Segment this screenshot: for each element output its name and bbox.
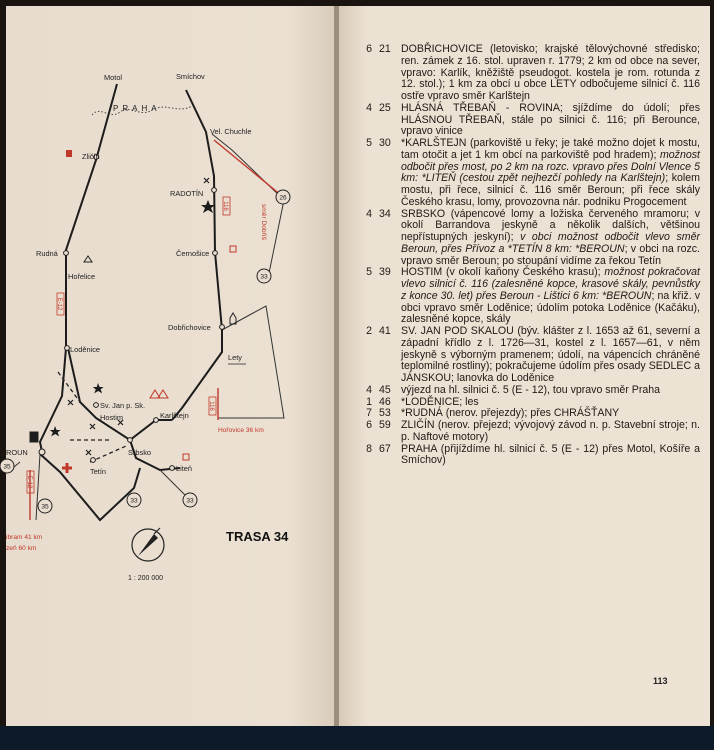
label-horelice: Hořelice <box>68 272 96 281</box>
cumulative-km: 39 <box>379 266 391 279</box>
segment-km: 4 <box>366 101 372 114</box>
segment-km: 7 <box>366 407 372 420</box>
road-id-116: 116 <box>222 201 228 211</box>
svg-text:33: 33 <box>130 497 138 505</box>
road-35-marker <box>38 499 52 513</box>
compass-icon <box>132 528 164 561</box>
svg-text:35: 35 <box>3 463 11 471</box>
cumulative-km: 34 <box>379 207 391 220</box>
entry-text: výjezd na hl. silnici č. 5 (E - 12), tou vpravo směr Praha <box>401 383 661 396</box>
cumulative-km: 21 <box>379 43 391 55</box>
segment-km: 5 <box>366 266 372 279</box>
page-number: 113 <box>653 676 668 686</box>
segment-km: 6 <box>366 419 372 431</box>
road-33-marker <box>257 269 271 283</box>
itinerary-entry <box>366 207 701 268</box>
entry-text: ZLIČÍN (nerov. přejezd; vývojový závod n. p. Stavební stroje; n. p. Naftové motory) <box>401 419 700 443</box>
label-pribram: ibram 41 km <box>6 534 43 541</box>
parking-icon <box>66 150 72 157</box>
svg-text:33: 33 <box>260 273 268 281</box>
trasa-title: TRASA 34 <box>226 529 289 544</box>
road-id-116: 116 <box>208 401 214 411</box>
label-tetin: Tetín <box>90 467 107 476</box>
label-radotin: RADOTÍN <box>170 189 204 198</box>
label-vel-chuchle: Vel. Chuchle <box>210 127 252 136</box>
itinerary-entry <box>366 442 700 468</box>
road-33-marker <box>127 493 141 507</box>
segment-km: 5 <box>366 137 372 149</box>
label-srbsko: Srbsko <box>128 448 152 457</box>
label-smer-dobris: směr Dobříš <box>260 204 267 240</box>
road-35-marker <box>0 459 14 473</box>
cumulative-km: 46 <box>379 395 391 408</box>
label-zlicin: Zličín <box>82 152 100 161</box>
itinerary-entry <box>366 137 700 209</box>
label-lodenice: Loděnice <box>70 345 100 354</box>
map-pictograms <box>30 150 236 473</box>
svg-text:26: 26 <box>279 194 287 202</box>
castle-icon <box>84 256 92 262</box>
cumulative-km: 53 <box>379 407 391 420</box>
road-number-markers <box>0 190 290 513</box>
label-dobrichovice: Dobřichovice <box>168 323 211 332</box>
itinerary-entry <box>366 101 700 138</box>
entry-text: HOSTIM (v okolí kaňony Českého krasu); možnost pokračovat vlevo silnicí č. 116 (zalesněné kopce, krasové skály, pevnůstky z konce 30. let) přes Beroun - Lištici 6 km: *BEROUN; na křiž. v obci vpravo směr Loděnice; údolím potoka Loděnice (Kačáku), zalesněné kopce, skály <box>401 266 701 326</box>
entry-text: HLÁSNÁ TŘEBAŇ - ROVINA; sjíždíme do údolí; přes HLÁSNOU TŘEBAŇ, stále po silnici č. 116; při Berounce, vpravo vinice <box>401 101 700 138</box>
praha-label: PRAHA <box>113 104 161 113</box>
cumulative-km: 41 <box>379 325 391 337</box>
road-id-e12: E-12 <box>26 475 32 489</box>
map-scale: 1 : 200 000 <box>128 575 164 582</box>
road-26-marker <box>276 190 290 204</box>
label-lety: Lety <box>228 353 242 362</box>
road-33-marker <box>183 493 197 507</box>
label-karlstejn: Karlštejn <box>160 411 189 420</box>
cumulative-km: 25 <box>379 101 391 114</box>
parking-icon <box>183 454 189 460</box>
svg-text:33: 33 <box>186 497 194 505</box>
label-motol: Motol <box>104 73 123 82</box>
label-liten: Liteň <box>176 464 193 473</box>
segment-km: 4 <box>366 207 372 220</box>
itinerary-list <box>366 43 701 467</box>
parking-icon <box>230 246 236 252</box>
itinerary-entry <box>366 419 700 444</box>
itinerary-entry <box>366 383 700 397</box>
label-hostim: Hostim <box>100 413 123 422</box>
segment-km: 8 <box>366 442 372 455</box>
cumulative-km: 59 <box>379 419 391 431</box>
cumulative-km: 67 <box>379 442 391 455</box>
segment-km: 4 <box>366 383 372 396</box>
road-id-e12: E-12 <box>56 297 62 311</box>
segment-km: 2 <box>366 325 372 337</box>
segment-km: 1 <box>366 395 372 408</box>
entry-text: PRAHA (přijíždíme hl. silnicí č. 5 (E - 12) přes Motol, Košíře a Smíchov) <box>401 442 700 467</box>
cumulative-km: 30 <box>379 137 391 149</box>
label-horovice: Hořovice 36 km <box>218 427 264 434</box>
entry-text: DOBŘICHOVICE (letovisko; krajské tělovýchovné středisko; ren. zámek z 16. stol. upraven r. 1779; 2 km od obce na sever, vpravo: Karlík, kněžiště pseudogot. kostela je rom. rotunda z 12. stol.); 1 km za obcí u obce LETY odbočujeme silnicí č. 116 ostře vpravo směr Karlštejn <box>401 43 700 102</box>
svg-text:35: 35 <box>41 503 49 511</box>
route-map <box>0 0 340 726</box>
label-smichov: Smíchov <box>176 72 205 81</box>
itinerary-entry <box>366 325 700 385</box>
background-strip <box>0 726 714 750</box>
itinerary-entry <box>366 266 701 326</box>
entry-text: *RUDNÁ (nerov. přejezdy); přes CHRÁŠŤANY <box>401 407 620 420</box>
entry-text: *KARLŠTEJN (parkoviště u řeky; je také možno dojet k mostu, tam otočit a jet 1 km obcí na parkoviště pod hradem); možnost odbočit přes most, po 2 km na rozc. vpravo přes Dolní Vlence 5 km: *LITEŇ (cestou zpět nejhezčí pohledy na Karlštejn); kolem mostu, při řece, silnicí č. 116 směr Beroun; při řece skály Českého krasu, lomy, provozovna nár. podniku Progocement <box>401 137 700 208</box>
first-aid-icon <box>62 463 72 473</box>
label-cernosice: Černošice <box>176 249 210 258</box>
label-plzen: zeň 60 km <box>6 545 37 552</box>
entry-text: SV. JAN POD SKALOU (býv. klášter z l. 1653 až 61, severní a západní křídlo z l. 1726—31, kostel z l. 1657—61, v něm jeskyně s výborným pramenem; údolí, na vápencích chráněné teplomilné rostliny); pokračujeme údolím přes osady SEDLEC a JÁNSKOU; lanovka do Loděnice <box>401 325 700 384</box>
label-sv-jan: Sv. Jan p. Sk. <box>100 401 146 410</box>
entry-text: SRBSKO (vápencové lomy a ložiska červeného mramoru; v okolí Barrandova jeskyně a několik dalších, většinou nepřístupných jeskyní); v obci možnost odbočit vlevo směr Beroun, přes Přívoz a *TETÍN 8 km: *BEROUN; v obci na rozc. vpravo směr Beroun; po stoupání vidíme za řekou Tetín <box>401 207 701 267</box>
segment-km: 6 <box>366 43 372 55</box>
cumulative-km: 45 <box>379 383 391 396</box>
label-roun: ROUN <box>6 448 28 457</box>
church-icon <box>30 432 38 442</box>
label-rudna: Rudná <box>36 249 58 258</box>
itinerary-entry <box>366 43 700 103</box>
entry-text: *LODĚNICE; les <box>401 395 479 408</box>
